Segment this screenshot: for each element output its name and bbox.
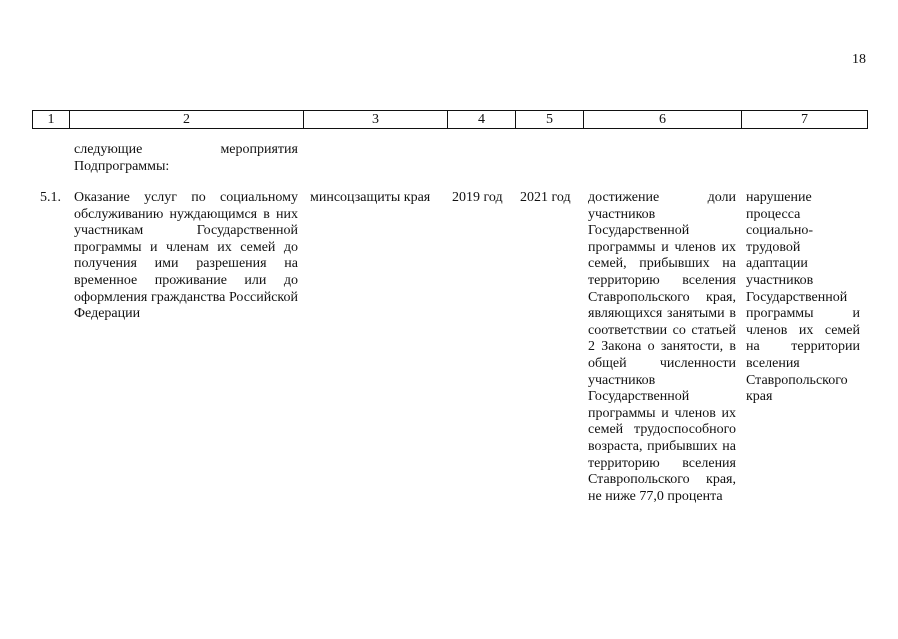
- start-year: 2019 год: [452, 190, 503, 205]
- column-number-4: 4: [448, 111, 516, 129]
- page-number: 18: [852, 52, 866, 67]
- row-number: 5.1.: [40, 190, 61, 205]
- column-number-header: [32, 110, 868, 129]
- non-implementation-consequence: нарушение процесса социально-трудовой адаптации участников Государственной программы и членов их семей на территории вселения Ставропольского края: [746, 190, 860, 405]
- responsible-executor: минсоцзащиты края: [310, 190, 431, 205]
- activity-description: Оказание услуг по социальному обслуживанию нуждающимся в них участникам Государственной программы и членам их семей до получения ими разрешения на временное проживание или до оформления гражданства Российской Федерации: [74, 190, 298, 322]
- end-year: 2021 год: [520, 190, 571, 205]
- column-number-1: 1: [33, 111, 70, 129]
- expected-result: достижение доли участников Государственной программы и членов их семей, прибывших на территорию вселения Ставропольского края, являющихся занятыми в соответствии со статьей 2 Закона о занятости, в общей численности участников Государственной программы и членов их семей трудоспособного возраста, прибывших на территорию вселения Ставропольского края, не ниже 77,0 процента: [588, 190, 736, 504]
- column-number-3: 3: [304, 111, 448, 129]
- column-number-6: 6: [584, 111, 742, 129]
- column-number-2: 2: [70, 111, 304, 129]
- subprogram-intro-text: следующие мероприятия Подпрограммы:: [74, 142, 298, 174]
- column-number-5: 5: [516, 111, 584, 129]
- column-number-7: 7: [742, 111, 868, 129]
